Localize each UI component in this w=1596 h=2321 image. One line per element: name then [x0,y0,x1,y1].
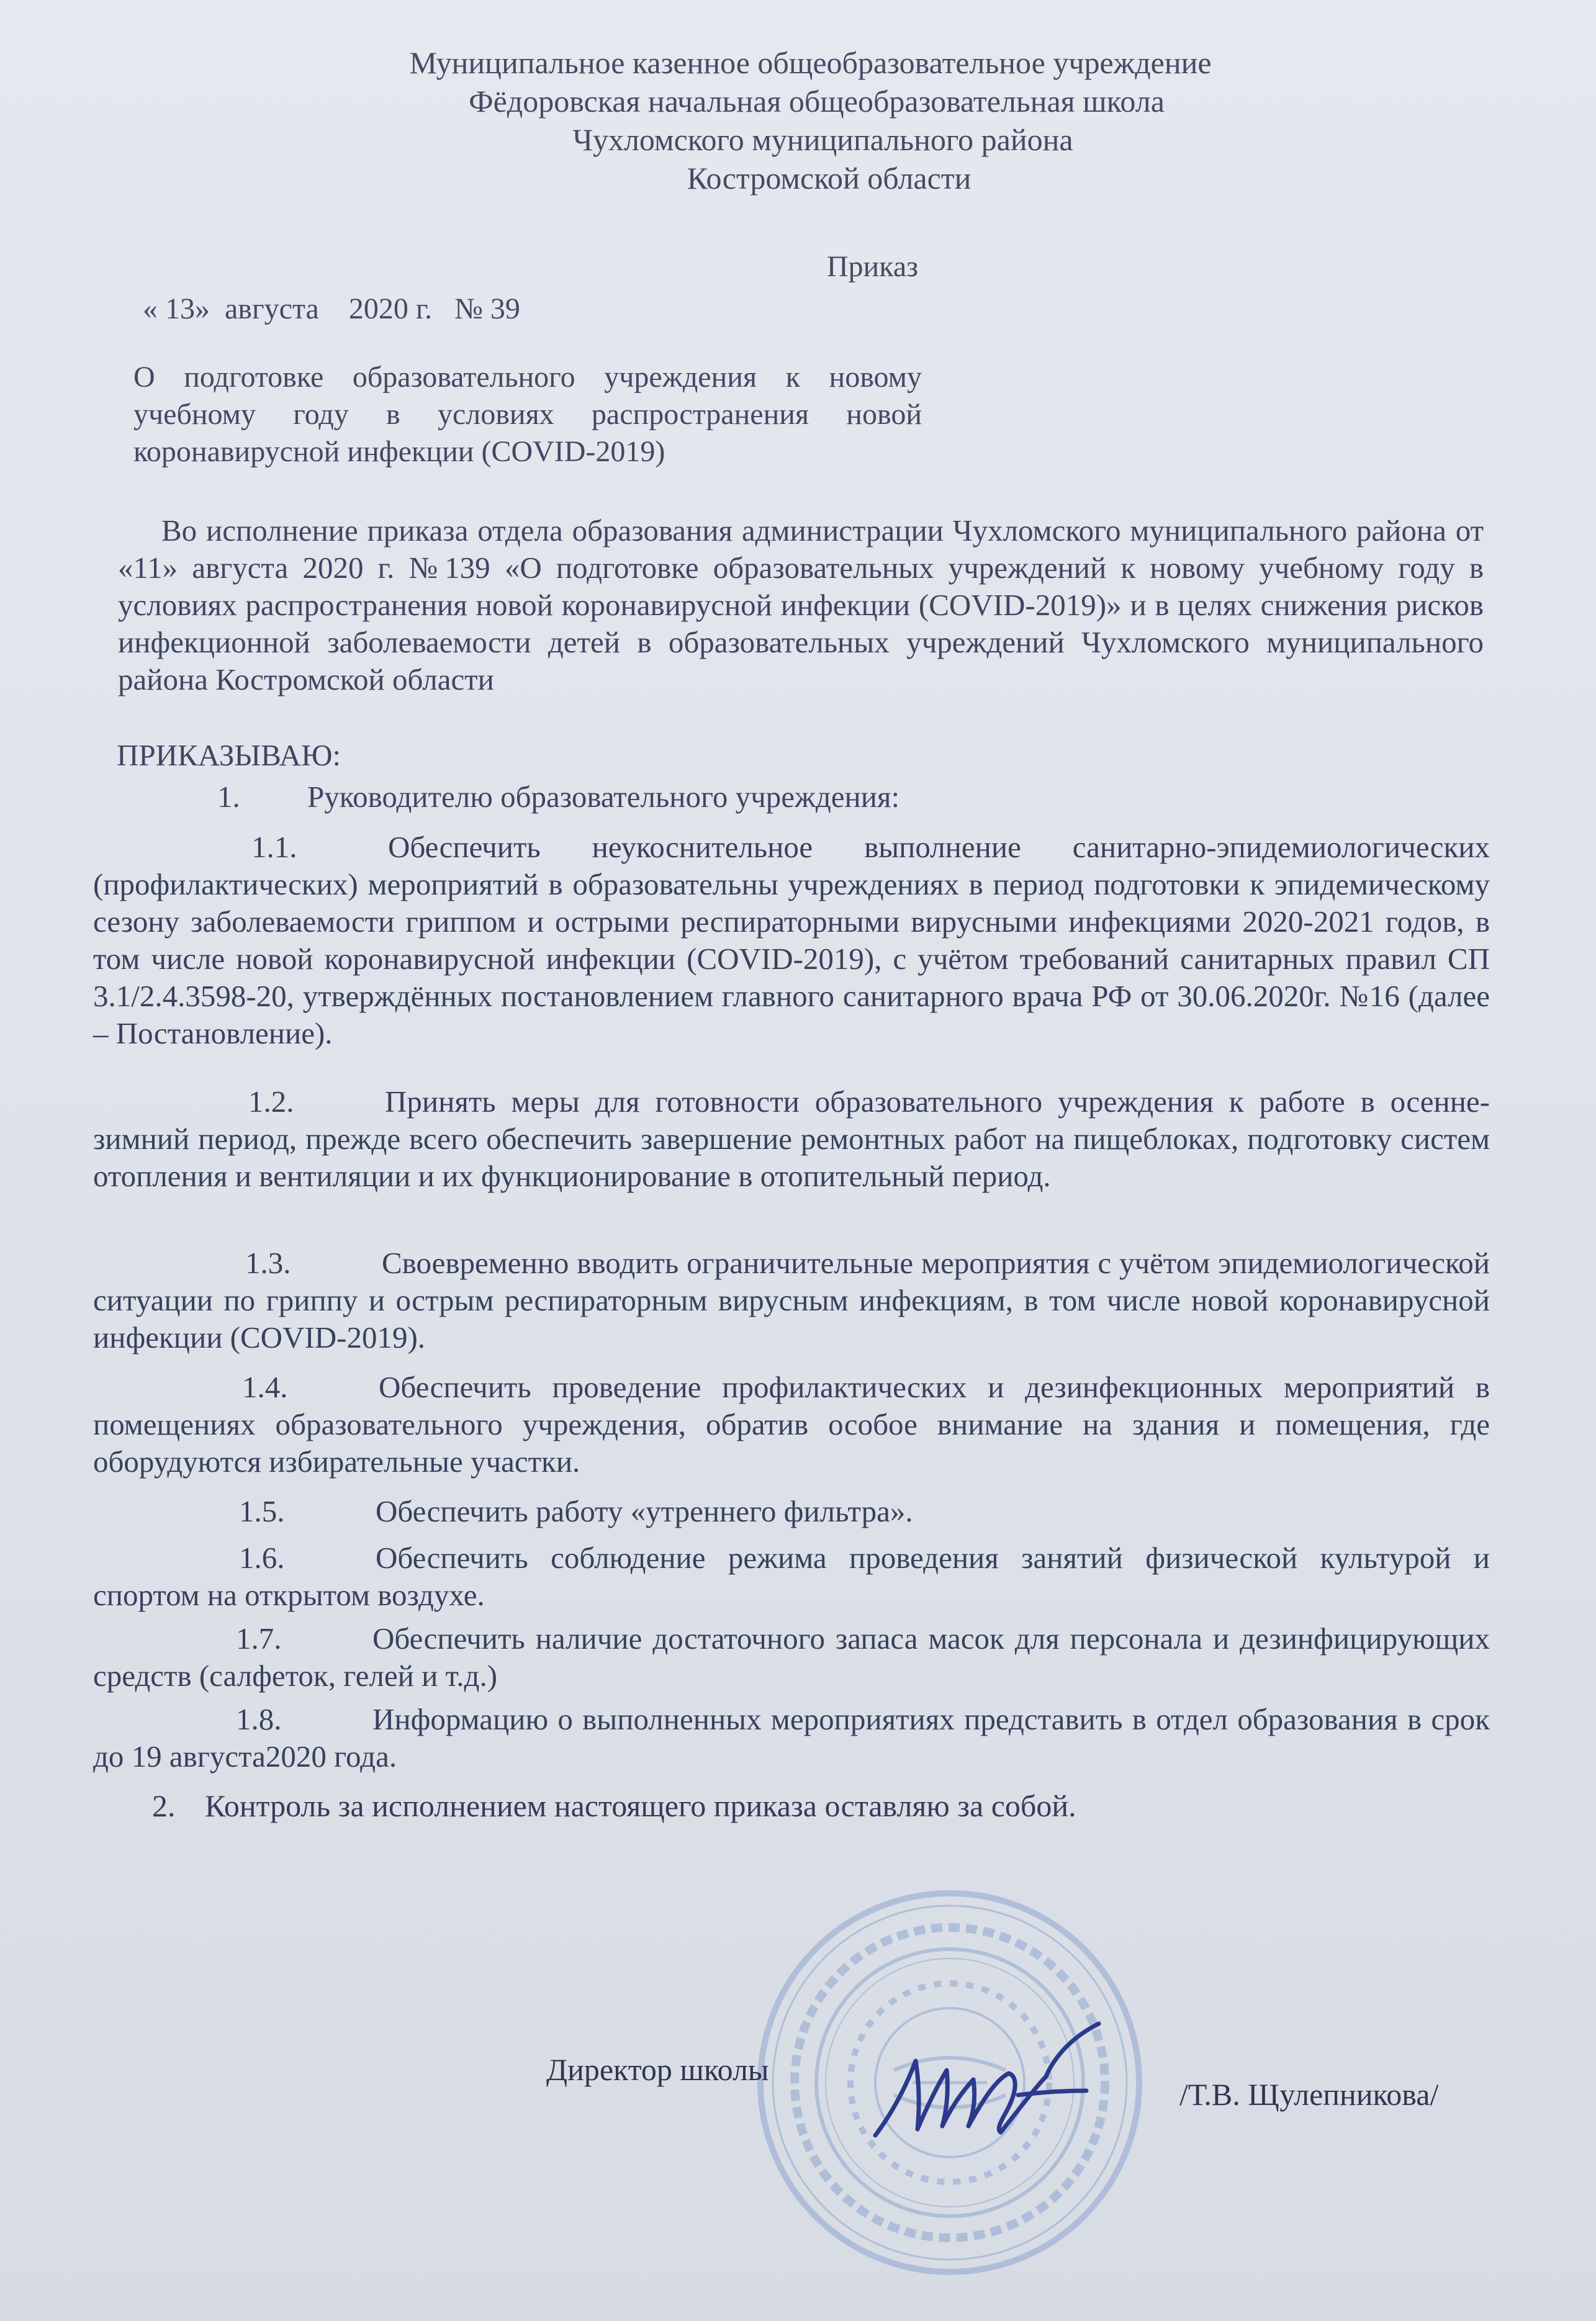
sub-item-1-7 [93,1620,1490,1695]
order-directive-word: ПРИКАЗЫВАЮ: [117,738,341,772]
header-line-1: Муниципальное казенное общеобразовательное учреждение [409,45,1212,80]
institution-header [0,43,1596,197]
item-text: Принять меры для готовности образовательного учреждения к работе в осенне-зимний период, прежде всего обеспечить завершение ремонтных работ на пищеблоках, подготовку систем отопления и вентиляции и их функционирование в отопительный период. [93,1084,1490,1193]
sub-item-1-4 [93,1369,1490,1480]
item-number: 1.2. [248,1084,294,1119]
sub-item-1-2 [93,1083,1490,1195]
header-line-4: Костромской области [687,161,972,196]
item-number: 2. [152,1788,176,1823]
item-number: 1.6. [239,1541,285,1575]
item-text: Контроль за исполнением настоящего приказа оставляю за собой. [205,1788,1076,1823]
signer-name: /Т.В. Щулепникова/ [1179,2077,1439,2112]
item-text: Руководителю образовательного учреждения: [307,780,900,814]
order-title: Приказ [826,250,919,283]
item-text: Обеспечить проведение профилактических и дезинфекционных мероприятий в помещениях образовательного учреждения, обратив особое внимание на здания и помещения, где оборудуются избирательные участки. [93,1370,1490,1479]
sub-item-1-3 [93,1245,1490,1356]
item-number: 1.1. [251,830,297,864]
item-number: 1.7. [236,1621,282,1656]
sub-item-1-6 [93,1539,1490,1614]
sub-item-1-5 [93,1493,1490,1530]
order-item-2 [152,1788,1076,1824]
item-text: Информацию о выполненных мероприятиях представить в отдел образования в срок до 19 августа2020 года. [93,1702,1490,1773]
order-preamble: Во исполнение приказа отдела образования администрации Чухломского муниципального района от «11» августа 2020 г. №139 «О подготовке образовательных учреждений к новому учебному году в условиях распространения новой коронавирусной инфекции (COVID-2019)» и в целях снижения рисков инфекционной заболеваемости детей в образовательных учреждений Чухломского муниципального района Костромской области [118,513,1484,696]
header-line-2: Фёдоровская начальная общеобразовательная школа [469,84,1165,119]
sub-item-1-1 [93,829,1490,1052]
item-text: Обеспечить неукоснительное выполнение санитарно-эпидемиологических (профилактических) мероприятий в образовательны учреждениях в период подготовки к эпидемическому сезону заболеваемости гриппом и острыми респираторными вирусными инфекциями 2020-2021 годов, в том числе новой коронавирусной инфекции (COVID-2019), с учётом требований санитарных правил СП 3.1/2.4.3598-20, утверждённых постановлением главного санитарного врача РФ от 30.06.2020г. №16 (далее – Постановление). [93,830,1490,1050]
header-line-3: Чухломского муниципального района [572,122,1073,157]
order-item-1 [217,779,899,814]
item-number: 1.8. [236,1702,282,1736]
item-number: 1. [217,780,240,814]
order-date-number: « 13» августа 2020 г. № 39 [143,292,520,325]
item-number: 1.5. [239,1494,285,1528]
item-text: Обеспечить соблюдение режима проведения занятий физической культурой и спортом на открытом воздухе. [93,1541,1490,1612]
handwritten-signature-icon [869,2017,1105,2160]
item-number: 1.3. [245,1246,291,1280]
item-number: 1.4. [242,1370,288,1404]
sub-item-1-8 [93,1701,1490,1775]
order-subject: О подготовке образовательного учреждения к новому учебному году в условиях распространения новой коронавирусной инфекции (COVID-2019) [133,361,922,468]
item-text: Своевременно вводить ограничительные мероприятия с учётом эпидемиологической ситуации по гриппу и острым респираторным вирусным инфекциям, в том числе новой коронавирусной инфекции (COVID-2019). [93,1246,1490,1354]
item-text: Обеспечить наличие достаточного запаса масок для персонала и дезинфицирующих средств (салфеток, гелей и т.д.) [93,1621,1490,1693]
director-label: Директор школы [546,2052,769,2087]
item-text: Обеспечить работу «утреннего фильтра». [376,1494,913,1528]
